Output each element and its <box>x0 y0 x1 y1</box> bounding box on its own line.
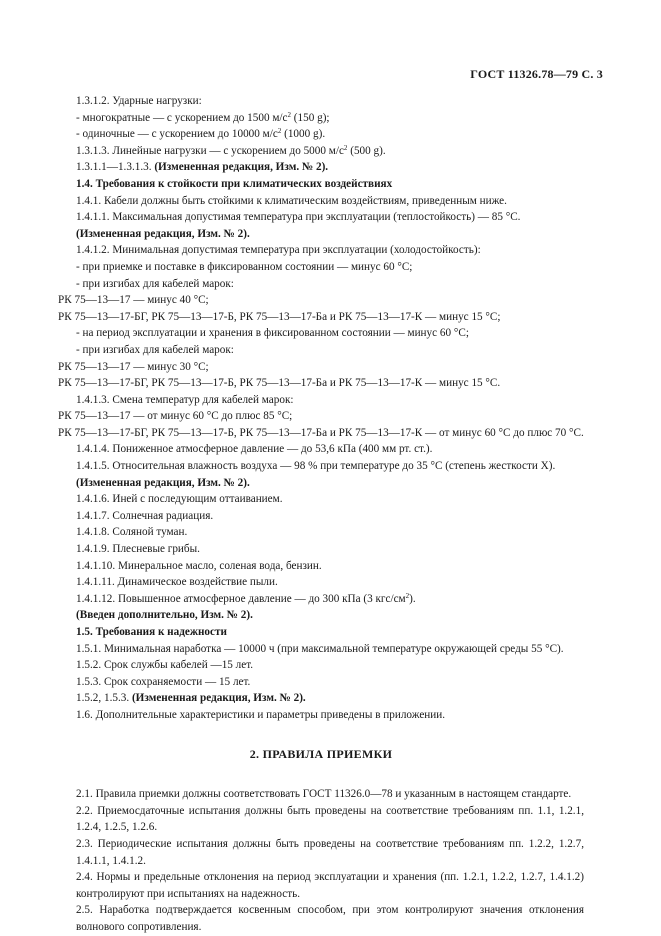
sec1-line <box>58 110 584 127</box>
paragraph-text: РК 75—13—17 — от минус 60 °С до плюс 85 °С; <box>58 410 293 423</box>
paragraph-text: 1.4.1. Кабели должны быть стойкими к климатическим воздействиям, приведенным ниже. <box>76 194 507 207</box>
paragraph-text: 1.5.2. Срок службы кабелей —15 лет. <box>76 659 254 672</box>
sec1-line <box>58 607 584 624</box>
sec1-line <box>58 93 584 110</box>
sec1-line <box>58 325 584 342</box>
sec1-line <box>58 143 584 160</box>
sec1-line <box>58 541 584 558</box>
sec1-line <box>58 458 584 475</box>
paragraph-text: 1.4.1.8. Соляной туман. <box>76 526 188 539</box>
paragraph-text: 1.3.1.3. Линейные нагрузки — с ускорением до 5000 $м/с^2$ (500 g). <box>76 143 386 157</box>
sec2-line <box>58 803 584 836</box>
paragraph-text: - на период эксплуатации и хранения в фиксированном состоянии — минус 60 °С; <box>76 327 469 340</box>
paragraph-text: 2.2. Приемосдаточные испытания должны быть проведены на соответствие требованиям пп. 1.1, 1.2.1, 1.2.4, 1.2.5, 1.2.6. <box>76 804 584 834</box>
paragraph-text: - при изгибах для кабелей марок: <box>76 277 234 290</box>
sec1-line <box>58 259 584 276</box>
paragraph-text: 1.4.1.2. Минимальная допустимая температура при эксплуатации (холодостойкость): <box>76 244 481 257</box>
sec1-line <box>58 309 584 326</box>
sec1-line <box>58 491 584 508</box>
paragraph-text: 2.4. Нормы и предельные отклонения на период эксплуатации и хранения (пп. 1.2.1, 1.2.2, 1.2.7, 1.4.1.2) контролируют при испытаниях на надежность. <box>76 871 584 900</box>
paragraph-text: 1.4.1.4. Пониженное атмосферное давление — до 53,6 кПа (400 мм рт. ст.). <box>76 443 433 456</box>
section-2-body <box>58 786 584 935</box>
sec2-line <box>58 786 584 803</box>
paragraph-text: РК 75—13—17 — минус 30 °С; <box>58 360 209 373</box>
sec1-line <box>58 657 584 674</box>
section-2-title: 2. ПРАВИЛА ПРИЕМКИ <box>249 746 393 761</box>
paragraph-text: 1.4.1.7. Солнечная радиация. <box>76 509 214 522</box>
paragraph-text: 1.3.1.1—1.3.1.3. <box>76 161 152 174</box>
paragraph-text: - многократные — с ускорением до 1500 $м/с^2$ (150 g); <box>76 110 330 124</box>
sec1-line <box>58 193 584 210</box>
paragraph-text: 1.6. Дополнительные характеристики и параметры приведены в приложении. <box>76 708 446 721</box>
sec2-line <box>58 869 584 902</box>
paragraph-text: 1.4.1.11. Динамическое воздействие пыли. <box>76 576 278 589</box>
paragraph-text: 2.1. Правила приемки должны соответствовать ГОСТ 11326.0—78 и указанным в настоящем стандарте. <box>76 788 572 801</box>
sec1-line <box>58 624 584 641</box>
amendment-note: (Введен дополнительно, Изм. № 2). <box>76 609 253 622</box>
sec1-line <box>58 441 584 458</box>
paragraph-text: 1.4.1.12. Повышенное атмосферное давление — до 300 кПа (3 кгс/$см^2$). <box>76 591 416 605</box>
paragraph-text: - одиночные — с ускорением до 10000 $м/с^2$ (1000 g). <box>76 127 326 141</box>
paragraph-text: 1.4.1.5. Относительная влажность воздуха — 98 % при температуре до 35 °С (степень жесткости X). <box>76 460 556 473</box>
sec1-line <box>58 425 584 442</box>
paragraph-text: - при приемке и поставке в фиксированном состоянии — минус 60 °С; <box>76 260 413 273</box>
sec1-line <box>58 690 584 707</box>
paragraph-text: РК 75—13—17-БГ, РК 75—13—17-Б, РК 75—13—17-Ба и РК 75—13—17-К — минус 15 °С; <box>58 310 501 323</box>
sec1-line <box>58 375 584 392</box>
sec1-line <box>58 707 584 724</box>
sec1-line <box>58 558 584 575</box>
sec1-line <box>58 674 584 691</box>
sec1-line <box>58 159 584 176</box>
sec1-line <box>58 359 584 376</box>
sec1-line <box>58 342 584 359</box>
sec1-line <box>58 574 584 591</box>
paragraph-text: 1.4.1.1. Максимальная допустимая температура при эксплуатации (теплостойкость) — 85 °С. <box>76 211 521 224</box>
sec1-line <box>58 292 584 309</box>
paragraph-text: РК 75—13—17-БГ, РК 75—13—17-Б, РК 75—13—17-Ба и РК 75—13—17-К — от минус 60 °С до плюс 70 °С. <box>58 426 584 439</box>
sec2-line <box>58 836 584 869</box>
paragraph-text: РК 75—13—17-БГ, РК 75—13—17-Б, РК 75—13—17-Ба и РК 75—13—17-К — минус 15 °С. <box>58 377 501 390</box>
paragraph-text: 1.4.1.10. Минеральное масло, соленая вода, бензин. <box>76 559 322 572</box>
paragraph-text: 2.3. Периодические испытания должны быть проведены на соответствие требованиям пп. 1.2.2, 1.2.7, 1.4.1.1, 1.4.1.2. <box>76 837 584 867</box>
sec1-line <box>58 242 584 259</box>
sec1-line <box>58 126 584 143</box>
paragraph-text: - при изгибах для кабелей марок: <box>76 343 234 356</box>
document-body <box>58 93 584 936</box>
amendment-note: (Измененная редакция, Изм. № 2). <box>154 161 329 174</box>
sec1-line <box>58 641 584 658</box>
paragraph-text: 1.5.3. Срок сохраняемости — 15 лет. <box>76 675 251 688</box>
sec1-line <box>58 276 584 293</box>
amendment-note: 1.4. Требования к стойкости при климатических воздействиях <box>76 177 393 190</box>
sec1-line <box>58 209 584 226</box>
sec1-line <box>58 591 584 608</box>
sec2-line <box>58 902 584 935</box>
amendment-note: 1.5. Требования к надежности <box>76 626 227 638</box>
amendment-note: (Измененная редакция, Изм. № 2). <box>131 692 306 705</box>
sec1-line <box>58 226 584 243</box>
paragraph-text: 1.5.1. Минимальная наработка — 10000 ч (при максимальной температуре окружающей среды 55 °С). <box>76 642 564 655</box>
paragraph-text: 1.3.1.2. Ударные нагрузки: <box>76 95 202 107</box>
paragraph-text: 1.4.1.9. Плесневые грибы. <box>76 543 200 556</box>
sec1-line <box>58 508 584 525</box>
sec1-line <box>58 392 584 409</box>
sec1-line <box>58 408 584 425</box>
sec1-line <box>58 524 584 541</box>
amendment-note: (Измененная редакция, Изм. № 2). <box>76 227 250 240</box>
sec1-line <box>58 176 584 193</box>
paragraph-text: 1.4.1.3. Смена температур для кабелей марок: <box>76 393 294 406</box>
page-header: ГОСТ 11326.78—79 С. 3 <box>470 67 603 81</box>
paragraph-text: 1.5.2, 1.5.3. <box>76 692 130 705</box>
amendment-note: (Измененная редакция, Изм. № 2). <box>76 476 250 489</box>
paragraph-text: 1.4.1.6. Иней с последующим оттаиванием. <box>76 493 283 506</box>
section-1-continued <box>58 93 584 724</box>
paragraph-text: 2.5. Наработка подтверждается косвенным способом, при этом контролируют значения отклонения волнового сопротивления. <box>76 904 584 933</box>
sec1-line <box>58 475 584 492</box>
paragraph-text: РК 75—13—17 — минус 40 °С; <box>58 294 209 307</box>
